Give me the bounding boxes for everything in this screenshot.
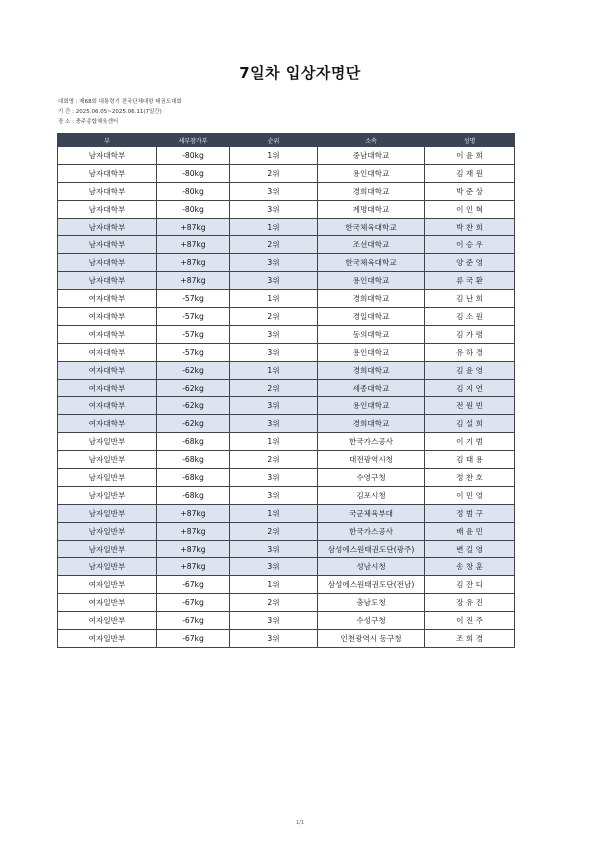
table-row <box>58 612 515 630</box>
affiliation-cell: 성남시청 <box>318 558 425 576</box>
division-cell: 남자대학부 <box>58 200 157 218</box>
category-cell: -68kg <box>157 469 230 487</box>
division-cell: 여자대학부 <box>58 379 157 397</box>
page-number: 1/1 <box>295 820 305 826</box>
rank-cell: 2위 <box>230 451 318 469</box>
rank-cell: 1위 <box>230 361 318 379</box>
name-cell: 송 창 훈 <box>425 558 515 576</box>
division-cell: 남자대학부 <box>58 182 157 200</box>
division-cell: 여자대학부 <box>58 397 157 415</box>
division-cell: 여자일반부 <box>58 630 157 648</box>
name-cell: 배 윤 민 <box>425 522 515 540</box>
table-row <box>58 308 515 326</box>
table-row <box>58 522 515 540</box>
division-cell: 남자대학부 <box>58 147 157 165</box>
name-cell: 장 유 진 <box>425 594 515 612</box>
table-row <box>58 272 515 290</box>
table-row <box>58 361 515 379</box>
table-row <box>58 504 515 522</box>
rank-cell: 3위 <box>230 397 318 415</box>
header-category: 세부참가부 <box>157 134 230 147</box>
affiliation-cell: 동의대학교 <box>318 325 425 343</box>
name-cell: 양 준 영 <box>425 254 515 272</box>
affiliation-cell: 계명대학교 <box>318 200 425 218</box>
rank-cell: 3위 <box>230 325 318 343</box>
affiliation-cell: 한국체육대학교 <box>318 218 425 236</box>
rank-cell: 1위 <box>230 147 318 165</box>
division-cell: 남자일반부 <box>58 433 157 451</box>
table-row <box>58 486 515 504</box>
affiliation-cell: 용인대학교 <box>318 272 425 290</box>
category-cell: +87kg <box>157 236 230 254</box>
event-venue: 장 소 : 충주종합체육센터 <box>58 119 119 125</box>
affiliation-cell: 대전광역시청 <box>318 451 425 469</box>
division-cell: 남자대학부 <box>58 254 157 272</box>
division-cell: 여자일반부 <box>58 612 157 630</box>
name-cell: 류 국 환 <box>425 272 515 290</box>
table-row <box>58 415 515 433</box>
name-cell: 유 하 경 <box>425 343 515 361</box>
affiliation-cell: 한국가스공사 <box>318 433 425 451</box>
division-cell: 여자일반부 <box>58 576 157 594</box>
table-row <box>58 218 515 236</box>
category-cell: -62kg <box>157 397 230 415</box>
rank-cell: 1위 <box>230 218 318 236</box>
event-name: 대회명 : 제68회 대통령기 전국단체대항 태권도대회 <box>58 99 182 105</box>
category-cell: +87kg <box>157 254 230 272</box>
name-cell: 박 찬 희 <box>425 218 515 236</box>
affiliation-cell: 인천광역시 동구청 <box>318 630 425 648</box>
division-cell: 남자일반부 <box>58 540 157 558</box>
table-row <box>58 200 515 218</box>
table-row <box>58 325 515 343</box>
rank-cell: 3위 <box>230 182 318 200</box>
table-row <box>58 540 515 558</box>
name-cell: 이 윤 희 <box>425 147 515 165</box>
category-cell: -57kg <box>157 308 230 326</box>
header-affiliation: 소속 <box>318 134 425 147</box>
table-row <box>58 594 515 612</box>
division-cell: 여자대학부 <box>58 415 157 433</box>
table-row <box>58 182 515 200</box>
name-cell: 김 태 용 <box>425 451 515 469</box>
division-cell: 남자대학부 <box>58 272 157 290</box>
header-division: 부 <box>58 134 157 147</box>
rank-cell: 3위 <box>230 486 318 504</box>
category-cell: -80kg <box>157 164 230 182</box>
name-cell: 변 길 영 <box>425 540 515 558</box>
name-cell: 박 준 상 <box>425 182 515 200</box>
category-cell: -67kg <box>157 630 230 648</box>
affiliation-cell: 수성구청 <box>318 612 425 630</box>
name-cell: 이 승 우 <box>425 236 515 254</box>
affiliation-cell: 용인대학교 <box>318 343 425 361</box>
table-row <box>58 164 515 182</box>
table-row <box>58 290 515 308</box>
category-cell: +87kg <box>157 218 230 236</box>
rank-cell: 2위 <box>230 164 318 182</box>
affiliation-cell: 세종대학교 <box>318 379 425 397</box>
category-cell: -67kg <box>157 612 230 630</box>
division-cell: 남자일반부 <box>58 558 157 576</box>
name-cell: 김 지 연 <box>425 379 515 397</box>
event-period: 기 간 : 2025.06.05~2025.06.11(7일간) <box>58 109 162 115</box>
category-cell: -57kg <box>157 325 230 343</box>
table-row <box>58 469 515 487</box>
rank-cell: 3위 <box>230 272 318 290</box>
division-cell: 남자일반부 <box>58 504 157 522</box>
name-cell: 이 기 범 <box>425 433 515 451</box>
division-cell: 여자대학부 <box>58 361 157 379</box>
rank-cell: 3위 <box>230 343 318 361</box>
division-cell: 남자대학부 <box>58 236 157 254</box>
category-cell: -67kg <box>157 576 230 594</box>
rank-cell: 3위 <box>230 200 318 218</box>
event-info <box>58 97 182 127</box>
division-cell: 여자대학부 <box>58 343 157 361</box>
division-cell: 남자대학부 <box>58 218 157 236</box>
table-row <box>58 254 515 272</box>
division-cell: 여자대학부 <box>58 290 157 308</box>
category-cell: -68kg <box>157 451 230 469</box>
category-cell: -57kg <box>157 290 230 308</box>
category-cell: -62kg <box>157 361 230 379</box>
name-cell: 이 인 혁 <box>425 200 515 218</box>
category-cell: -80kg <box>157 147 230 165</box>
rank-cell: 3위 <box>230 558 318 576</box>
category-cell: -80kg <box>157 182 230 200</box>
affiliation-cell: 용인대학교 <box>318 397 425 415</box>
category-cell: -57kg <box>157 343 230 361</box>
rank-cell: 1위 <box>230 433 318 451</box>
name-cell: 김 소 원 <box>425 308 515 326</box>
name-cell: 김 가 령 <box>425 325 515 343</box>
division-cell: 남자일반부 <box>58 486 157 504</box>
name-cell: 김 윤 영 <box>425 361 515 379</box>
table-row <box>58 343 515 361</box>
rank-cell: 3위 <box>230 469 318 487</box>
affiliation-cell: 한국체육대학교 <box>318 254 425 272</box>
category-cell: +87kg <box>157 504 230 522</box>
division-cell: 남자대학부 <box>58 164 157 182</box>
affiliation-cell: 경일대학교 <box>318 308 425 326</box>
division-cell: 남자일반부 <box>58 522 157 540</box>
category-cell: -67kg <box>157 594 230 612</box>
table-row <box>58 451 515 469</box>
rank-cell: 3위 <box>230 254 318 272</box>
affiliation-cell: 경희대학교 <box>318 361 425 379</box>
page-title: 7일차 입상자명단 <box>239 64 361 82</box>
rank-cell: 3위 <box>230 612 318 630</box>
category-cell: +87kg <box>157 272 230 290</box>
rank-cell: 2위 <box>230 236 318 254</box>
rank-cell: 3위 <box>230 630 318 648</box>
table-row <box>58 433 515 451</box>
rank-cell: 1위 <box>230 504 318 522</box>
rank-cell: 2위 <box>230 308 318 326</box>
name-cell: 이 민 영 <box>425 486 515 504</box>
table-row <box>58 397 515 415</box>
name-cell: 김 재 원 <box>425 164 515 182</box>
rank-cell: 3위 <box>230 415 318 433</box>
affiliation-cell: 국군체육부대 <box>318 504 425 522</box>
affiliation-cell: 김포시청 <box>318 486 425 504</box>
table-row <box>58 379 515 397</box>
category-cell: -68kg <box>157 433 230 451</box>
affiliation-cell: 경희대학교 <box>318 415 425 433</box>
category-cell: -62kg <box>157 415 230 433</box>
affiliation-cell: 중남대학교 <box>318 147 425 165</box>
name-cell: 조 희 경 <box>425 630 515 648</box>
table-row <box>58 558 515 576</box>
name-cell: 김 잔 디 <box>425 576 515 594</box>
rank-cell: 1위 <box>230 576 318 594</box>
name-cell: 정 범 구 <box>425 504 515 522</box>
division-cell: 여자대학부 <box>58 325 157 343</box>
rank-cell: 2위 <box>230 594 318 612</box>
table-body <box>58 147 515 648</box>
affiliation-cell: 삼성에스원태권도단(전남) <box>318 576 425 594</box>
category-cell: -80kg <box>157 200 230 218</box>
table-row <box>58 147 515 165</box>
division-cell: 남자일반부 <box>58 469 157 487</box>
category-cell: +87kg <box>157 540 230 558</box>
table-header-row <box>58 134 515 147</box>
winners-table <box>57 133 515 648</box>
affiliation-cell: 조선대학교 <box>318 236 425 254</box>
header-name: 성명 <box>425 134 515 147</box>
affiliation-cell: 한국가스공사 <box>318 522 425 540</box>
rank-cell: 2위 <box>230 522 318 540</box>
header-rank: 순위 <box>230 134 318 147</box>
category-cell: -62kg <box>157 379 230 397</box>
table-row <box>58 576 515 594</box>
division-cell: 여자일반부 <box>58 594 157 612</box>
rank-cell: 2위 <box>230 379 318 397</box>
name-cell: 김 설 희 <box>425 415 515 433</box>
affiliation-cell: 수영구청 <box>318 469 425 487</box>
rank-cell: 1위 <box>230 290 318 308</box>
category-cell: +87kg <box>157 558 230 576</box>
name-cell: 김 난 희 <box>425 290 515 308</box>
affiliation-cell: 삼성에스원태권도단(광주) <box>318 540 425 558</box>
rank-cell: 3위 <box>230 540 318 558</box>
category-cell: +87kg <box>157 522 230 540</box>
affiliation-cell: 충남도청 <box>318 594 425 612</box>
affiliation-cell: 경희대학교 <box>318 290 425 308</box>
category-cell: -68kg <box>157 486 230 504</box>
name-cell: 이 진 주 <box>425 612 515 630</box>
division-cell: 남자일반부 <box>58 451 157 469</box>
name-cell: 정 찬 호 <box>425 469 515 487</box>
affiliation-cell: 용인대학교 <box>318 164 425 182</box>
table-row <box>58 236 515 254</box>
table-row <box>58 630 515 648</box>
affiliation-cell: 경희대학교 <box>318 182 425 200</box>
division-cell: 여자대학부 <box>58 308 157 326</box>
name-cell: 전 원 빈 <box>425 397 515 415</box>
